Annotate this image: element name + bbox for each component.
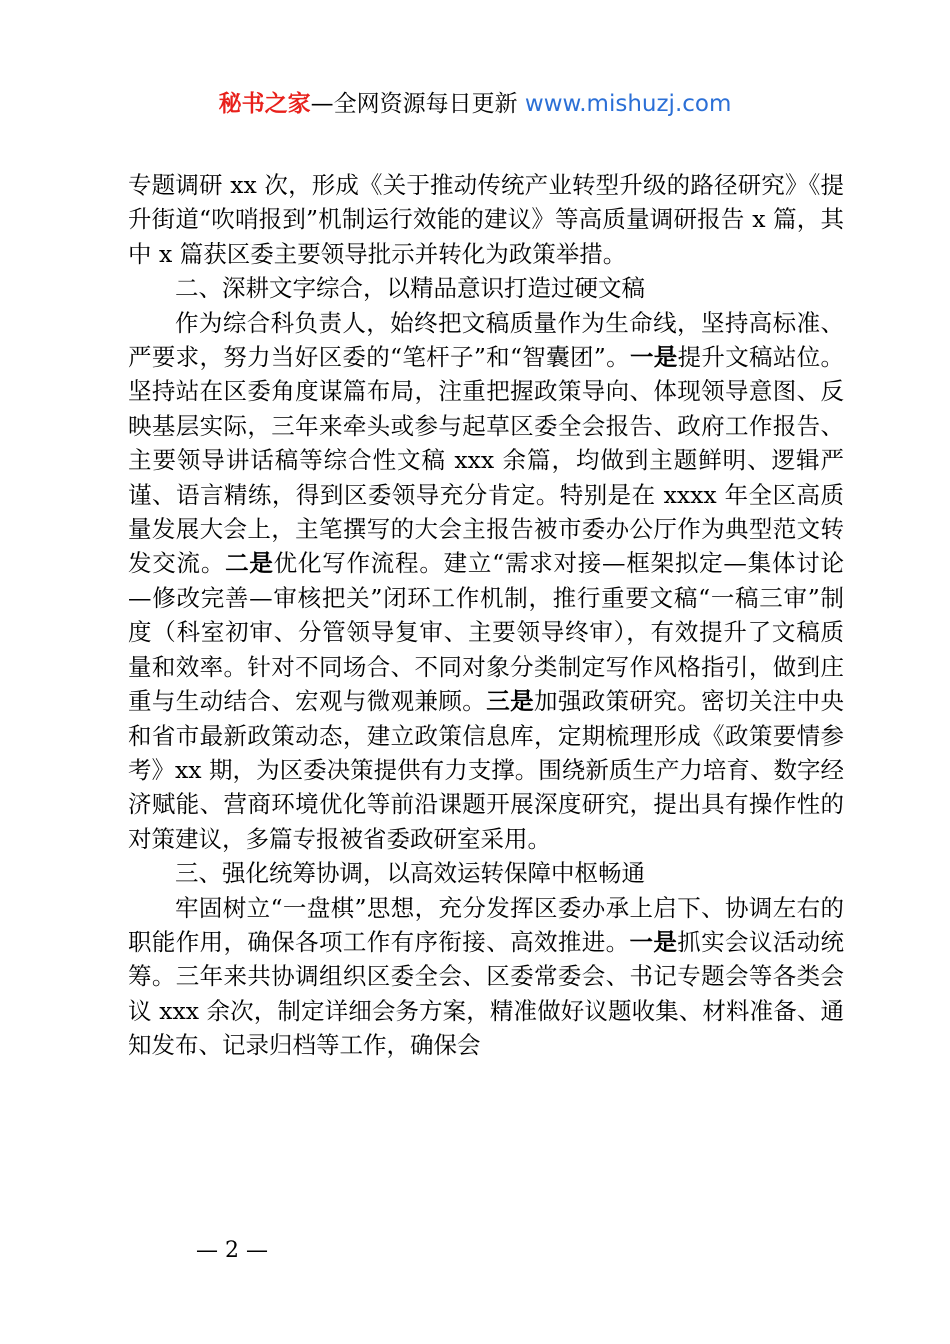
bold-marker: 一是 (629, 927, 678, 956)
paragraph (128, 891, 844, 1063)
bold-marker: 一是 (629, 343, 678, 372)
paragraph-text: 优化写作流程。建立“需求对接—框架拟定—集体讨论—修改完善—审核把关”闭环工作机制，推行重要文稿“一稿三审”制度（科室初审、分管领导复审、主要领导终审），有效提升了文稿质量和效率。针对不同场合、不同对象分类制定写作风格指引，做到庄重与生动结合、宏观与微观兼顾。 (128, 549, 845, 716)
paragraph (128, 271, 844, 305)
paragraph (128, 168, 844, 271)
bold-marker: 三是 (486, 687, 534, 716)
paragraph-text: 提升文稿站位。坚持站在区委角度谋篇布局，注重把握政策导向、体现领导意图、反映基层实际，三年来牵头或参与起草区委全会报告、政府工作报告、主要领导讲话稿等综合性文稿 xxx 余篇，均做到主题鲜明、逻辑严谨、语言精练，得到区委领导充分肯定。特别是在 xxxx 年全区高质量发展大会上，主笔撰写的大会主报告被市委办公厅作为典型范文转发交流。 (128, 343, 845, 578)
paragraph-text: 牢固树立“一盘棋”思想，充分发挥区委办承上启下、协调左右的职能作用，确保各项工作有序衔接、高效推进。 (128, 893, 844, 956)
paragraph-text: 三、强化统筹协调，以高效运转保障中枢畅通 (175, 859, 645, 888)
document-body (128, 168, 844, 1063)
paragraph-text: 二、深耕文字综合，以精品意识打造过硬文稿 (175, 274, 645, 303)
brand-name: 秘书之家 (218, 91, 311, 117)
paragraph-text: 抓实会议活动统筹。三年来共协调组织区委全会、区委常委会、书记专题会等各类会议 xxx 余次，制定详细会务方案，精准做好议题收集、材料准备、通知发布、记录归档等工作，确保会 (128, 927, 845, 1060)
paragraph (128, 306, 844, 857)
paragraph-text: 专题调研 xx 次，形成《关于推动传统产业转型升级的路径研究》《提升街道“吹哨报到”机制运行效能的建议》等高质量调研报告 x 篇，其中 x 篇获区委主要领导批示并转化为政策举措。 (128, 171, 844, 268)
bold-marker: 二是 (225, 549, 274, 578)
paragraph (128, 856, 844, 890)
header-tagline: —全网资源每日更新 (310, 91, 518, 117)
page-number: — 2 — (196, 1238, 268, 1263)
header-url-link[interactable]: www.mishuzj.com (524, 91, 732, 117)
paragraph-text: 作为综合科负责人，始终把文稿质量作为生命线，坚持高标准、严要求，努力当好区委的“笔杆子”和“智囊团”。 (128, 308, 844, 372)
page-header (0, 84, 950, 124)
paragraph-text: 加强政策研究。密切关注中央和省市最新政策动态，建立政策信息库，定期梳理形成《政策要情参考》xx 期，为区委决策提供有力支撑。围绕新质生产力培育、数字经济赋能、营商环境优化等前沿课题开展深度研究，提出具有操作性的对策建议，多篇专报被省委政研室采用。 (128, 687, 845, 853)
